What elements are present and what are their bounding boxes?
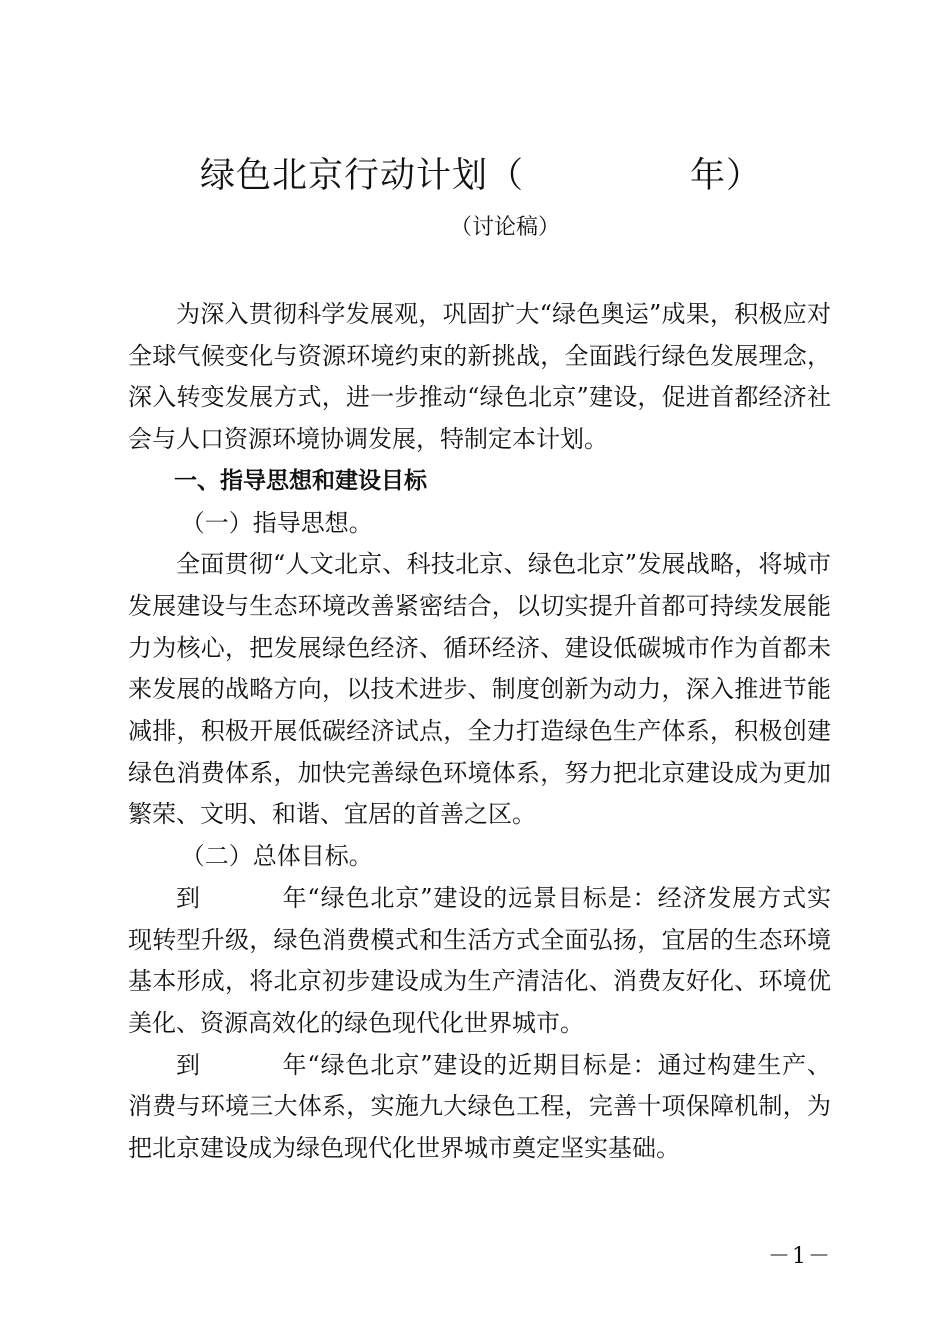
title-year-suffix: 年）: [690, 156, 763, 196]
near-term-lead: 到: [176, 1050, 201, 1079]
document-subtitle: （讨论稿）: [449, 215, 560, 240]
long-term-text: 年“绿色北京”建设的远景目标是：经济发展方式实现转型升级，绿色消费模式和生活方式全面弘扬，宜居的生态环境基本形成，将北京初步建设成为生产清洁化、消费友好化、环境优美化、资源高效化的绿色现代化世界城市。: [128, 883, 832, 1037]
page-number: －1－: [768, 1244, 832, 1269]
near-term-text: 年“绿色北京”建设的近期目标是：通过构建生产、消费与环境三大体系，实施九大绿色工程，完善十项保障机制，为把北京建设成为绿色现代化世界城市奠定坚实基础。: [128, 1050, 832, 1163]
near-term-goal-paragraph: [128, 1045, 831, 1170]
document-title: [200, 148, 763, 204]
title-main: 绿色北京行动计划（: [200, 156, 525, 196]
section-heading-1: 一、指导思想和建设目标: [174, 467, 427, 494]
long-term-goal-paragraph: [128, 878, 831, 1045]
guiding-thought-paragraph: 全面贯彻“人文北京、科技北京、绿色北京”发展战略，将城市发展建设与生态环境改善紧密结合，以切实提升首都可持续发展能力为核心，把发展绿色经济、循环经济、建设低碳城市作为首都未来发展的战略方向，以技术进步、制度创新为动力，深入推进节能减排，积极开展低碳经济试点，全力打造绿色生产体系，积极创建绿色消费体系，加快完善绿色环境体系，努力把北京建设成为更加繁荣、文明、和谐、宜居的首善之区。: [128, 550, 831, 829]
document-body: [128, 294, 831, 1170]
subsection-heading-2: （二）总体目标。: [180, 842, 373, 871]
intro-paragraph: 为深入贯彻科学发展观，巩固扩大“绿色奥运”成果，积极应对全球气候变化与资源环境约束的新挑战，全面践行绿色发展理念，深入转变发展方式，进一步推动“绿色北京”建设，促进首都经济社会与人口资源环境协调发展，特制定本计划。: [128, 300, 831, 454]
long-term-lead: 到: [176, 883, 201, 912]
subsection-heading-1: （一）指导思想。: [180, 508, 373, 537]
